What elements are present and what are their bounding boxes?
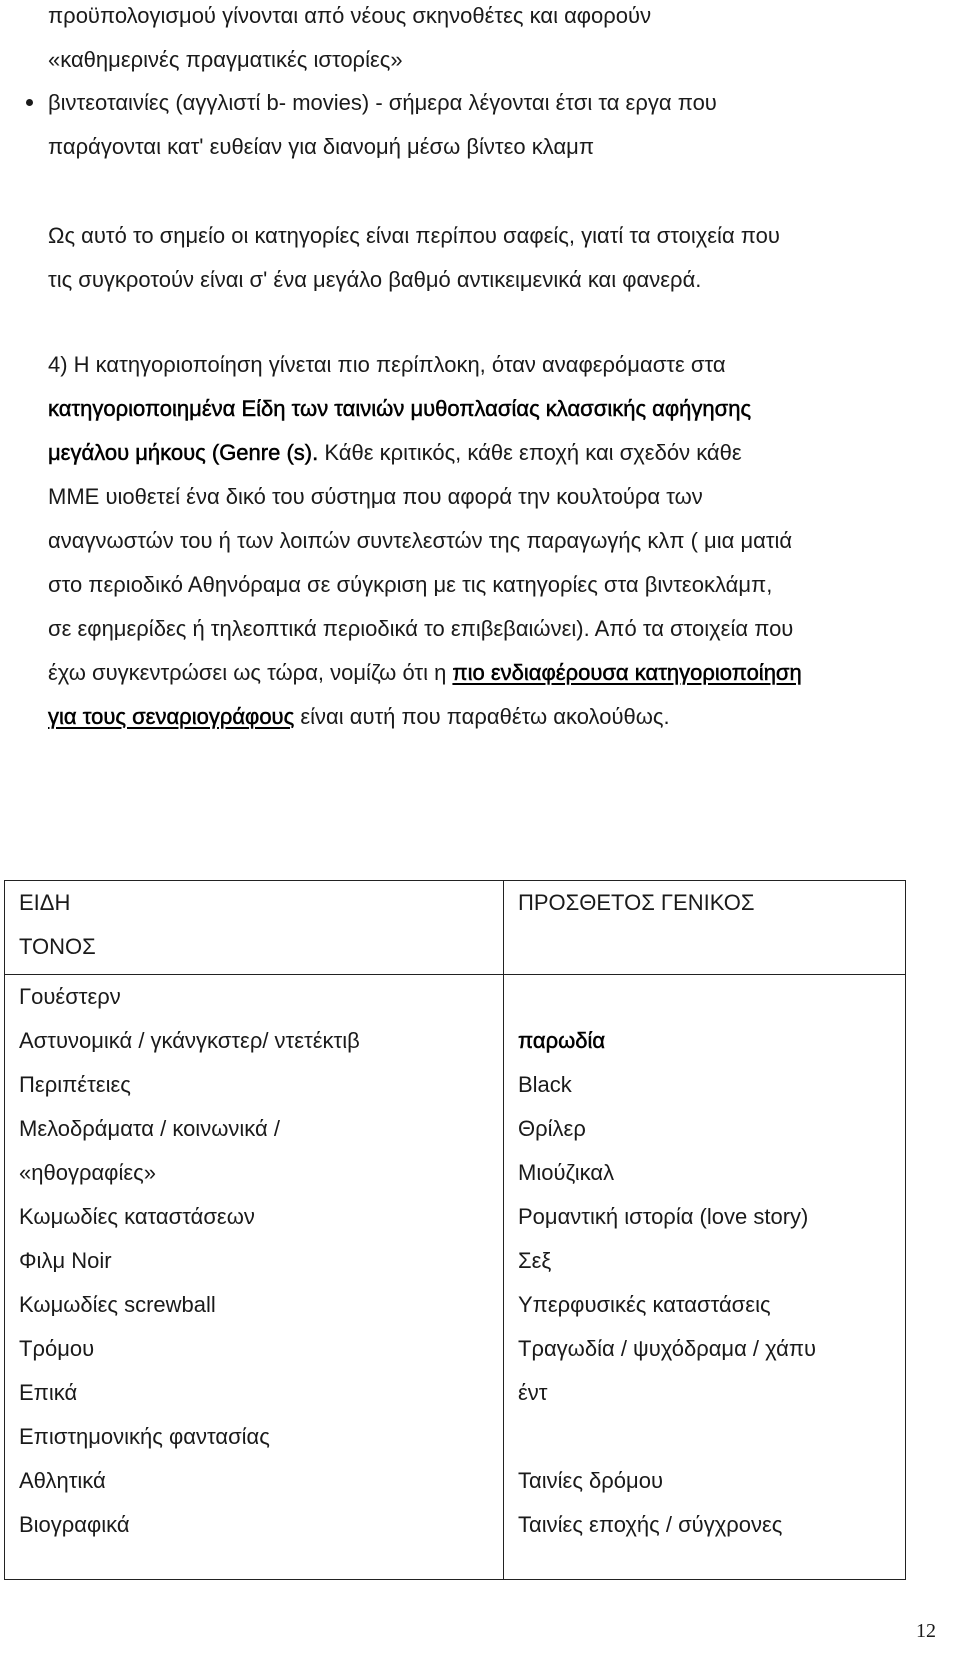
tone-item: Μιούζικαλ bbox=[518, 1159, 615, 1185]
para2-line-2: τις συγκροτούν είναι σ' ένα μεγάλο βαθμό αντικειμενικά και φανερά. bbox=[48, 267, 702, 292]
genre-item: Κωμωδίες screwball bbox=[19, 1291, 216, 1317]
paragraph-3 bbox=[48, 343, 928, 739]
para3-line-5: αναγνωστών του ή των λοιπών συντελεστών της παραγωγής κλπ ( μια ματιά bbox=[48, 528, 793, 553]
para3-line-4: ΜΜΕ υιοθετεί ένα δικό του σύστημα που αφορά την κουλτούρα των bbox=[48, 484, 703, 509]
para3-line-1: 4) Η κατηγοριοποίηση γίνεται πιο περίπλοκη, όταν αναφερόμαστε στα bbox=[48, 352, 726, 377]
page-number: 12 bbox=[916, 1620, 936, 1642]
paragraph-2 bbox=[48, 214, 928, 302]
bullet-line-2: παράγονται κατ' ευθείαν για διανομή μέσω βίντεο κλαμπ bbox=[48, 134, 595, 159]
header-cell-additional bbox=[504, 881, 906, 975]
para3-line-3 bbox=[48, 431, 928, 475]
tone-item: Υπερφυσικές καταστάσεις bbox=[518, 1291, 771, 1317]
bullet-dot-icon bbox=[26, 99, 33, 106]
genre-item: Μελοδράματα / κοινωνικά / bbox=[19, 1115, 280, 1141]
tone-item bbox=[518, 975, 891, 1019]
header-cell-genres bbox=[5, 881, 504, 975]
genre-item: Φιλμ Noir bbox=[19, 1247, 112, 1273]
genre-item: Αστυνομικά / γκάνγκστερ/ ντετέκτιβ bbox=[19, 1027, 360, 1053]
para3-line-8-start: έχω συγκεντρώσει ως τώρα, νομίζω ότι η bbox=[48, 660, 453, 685]
para3-line-9-rest: είναι αυτή που παραθέτω ακολούθως. bbox=[294, 704, 670, 729]
genre-item: Επιστημονικής φαντασίας bbox=[19, 1423, 270, 1449]
highlight-phrase: πιο ενδιαφέρουσα κατηγοριοποίηση bbox=[452, 660, 802, 685]
intro-line-1: προϋπολογισμού γίνονται από νέους σκηνοθέτες και αφορούν bbox=[48, 3, 652, 28]
bullet-line-1: βιντεοταινίες (αγγλιστί b- movies) - σήμερα λέγονται έτσι τα εργα που bbox=[48, 90, 717, 115]
genre-item: Αθλητικά bbox=[19, 1467, 106, 1493]
para2-line-1: Ως αυτό το σημείο οι κατηγορίες είναι περίπου σαφείς, γιατί τα στοιχεία που bbox=[48, 223, 780, 248]
intro-line-2: «καθημερινές πραγματικές ιστορίες» bbox=[48, 47, 403, 72]
para3-line-8 bbox=[48, 651, 928, 695]
tone-item: Ταινίες δρόμου bbox=[518, 1467, 663, 1493]
genre-item: Βιογραφικά bbox=[19, 1511, 130, 1537]
table-row bbox=[5, 974, 906, 1579]
tone-item: Ρομαντική ιστορία (love story) bbox=[518, 1203, 809, 1229]
para3-line-2: κατηγοριοποιημένα Είδη των ταινιών μυθοπλασίας κλασσικής αφήγησης bbox=[48, 396, 752, 421]
tone-item: Θρίλερ bbox=[518, 1115, 586, 1141]
header-additional: ΠΡΟΣΘΕΤΟΣ ΓΕΝΙΚΟΣ bbox=[518, 890, 755, 915]
genre-term: μεγάλου μήκους (Genre (s). bbox=[48, 440, 319, 465]
highlight-phrase-2: για τους σεναριογράφους bbox=[48, 704, 295, 729]
table-header-row bbox=[5, 881, 906, 975]
genre-item: Επικά bbox=[19, 1379, 78, 1405]
tone-item: Τραγωδία / ψυχόδραμα / χάπυ bbox=[518, 1335, 817, 1361]
tone-item: Ταινίες εποχής / σύγχρονες bbox=[518, 1511, 783, 1537]
para3-line-9 bbox=[48, 695, 928, 739]
tone-item: έντ bbox=[518, 1379, 548, 1405]
tone-item bbox=[518, 1415, 891, 1459]
tone-item: Σεξ bbox=[518, 1247, 552, 1273]
genres-list-cell bbox=[5, 974, 504, 1579]
genre-item: Τρόμου bbox=[19, 1335, 95, 1361]
genres-table bbox=[4, 880, 906, 1580]
tone-item: Black bbox=[518, 1071, 572, 1097]
tone-item: παρωδία bbox=[518, 1027, 606, 1053]
intro-paragraph bbox=[48, 0, 928, 82]
header-genres: ΕΙΔΗ bbox=[19, 890, 71, 915]
genre-item: Περιπέτειες bbox=[19, 1071, 131, 1097]
genre-item: Γουέστερν bbox=[19, 983, 121, 1009]
para3-line-7: σε εφημερίδες ή τηλεοπτικά περιοδικά το επιβεβαιώνει). Από τα στοιχεία που bbox=[48, 616, 794, 641]
para3-line-3-rest: Κάθε κριτικός, κάθε εποχή και σχεδόν κάθε bbox=[318, 440, 742, 465]
para3-line-6: στο περιοδικό Αθηνόραμα σε σύγκριση με τις κατηγορίες στα βιντεοκλάμπ, bbox=[48, 572, 773, 597]
header-tone: ΤΟΝΟΣ bbox=[19, 934, 96, 959]
bullet-item bbox=[48, 81, 717, 169]
genre-item: Κωμωδίες καταστάσεων bbox=[19, 1203, 255, 1229]
tones-list-cell bbox=[504, 974, 906, 1579]
genre-item: «ηθογραφίες» bbox=[19, 1159, 156, 1185]
